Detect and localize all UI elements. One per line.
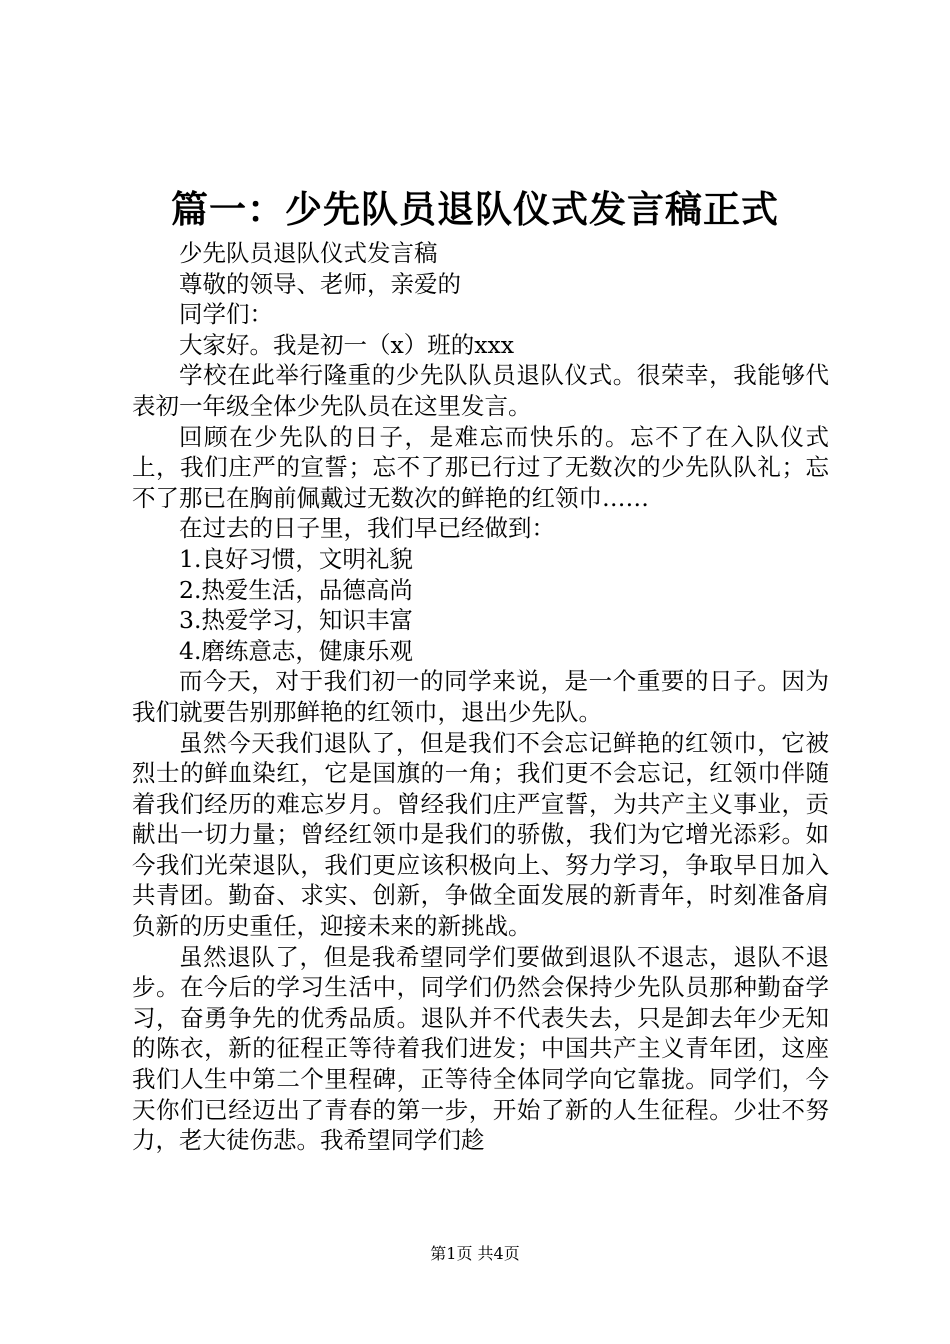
paragraph: 虽然退队了，但是我希望同学们要做到退队不退志，退队不退步。在今后的学习生活中，同学们仍然会保持少先队员那种勤奋学习，奋勇争先的优秀品质。退队并不代表失去，只是卸去年少无知的陈衣，新的征程正等待着我们进发；中国共产主义青年团，这座我们人生中第二个里程碑，正等待全体同学向它靠拢。同学们，今天你们已经迈出了青春的第一步，开始了新的人生征程。少壮不努力，老大徒伤悲。我希望同学们趁 xyxy=(132,942,829,1155)
paragraph: 虽然今天我们退队了，但是我们不会忘记鲜艳的红领巾，它被烈士的鲜血染红，它是国旗的一角；我们更不会忘记，红领巾伴随着我们经历的难忘岁月。曾经我们庄严宣誓，为共产主义事业，贡献出一切力量；曾经红领巾是我们的骄傲，我们为它增光添彩。如今我们光荣退队，我们更应该积极向上、努力学习，争取早日加入共青团。勤奋、求实、创新，争做全面发展的新青年，时刻准备肩负新的历史重任，迎接未来的新挑战。 xyxy=(132,728,829,941)
paragraph: 尊敬的领导、老师，亲爱的 xyxy=(179,269,461,298)
page-number-footer: 第1页 共4页 xyxy=(430,1244,520,1263)
list-item: 1.良好习惯，文明礼貌 xyxy=(179,544,413,573)
document-body xyxy=(132,238,829,1156)
list-item: 2.热爱生活，品德高尚 xyxy=(179,575,413,604)
document-title: 篇一：少先队员退队仪式发言稿正式 xyxy=(171,187,779,231)
paragraph: 大家好。我是初一（x）班的xxx xyxy=(179,330,515,359)
paragraph: 同学们： xyxy=(179,300,273,329)
list-item: 3.热爱学习，知识丰富 xyxy=(179,606,413,635)
paragraph: 回顾在少先队的日子，是难忘而快乐的。忘不了在入队仪式上，我们庄严的宣誓；忘不了那已行过了无数次的少先队队礼；忘不了那已在胸前佩戴过无数次的鲜艳的红领巾…… xyxy=(132,422,829,512)
paragraph: 少先队员退队仪式发言稿 xyxy=(179,239,438,267)
paragraph: 在过去的日子里，我们早已经做到： xyxy=(179,514,555,543)
list-item: 4.磨练意志，健康乐观 xyxy=(179,636,413,665)
paragraph: 而今天，对于我们初一的同学来说，是一个重要的日子。因为我们就要告别那鲜艳的红领巾，退出少先队。 xyxy=(132,667,829,726)
paragraph: 学校在此举行隆重的少先队队员退队仪式。很荣幸，我能够代表初一年级全体少先队员在这里发言。 xyxy=(132,361,829,420)
